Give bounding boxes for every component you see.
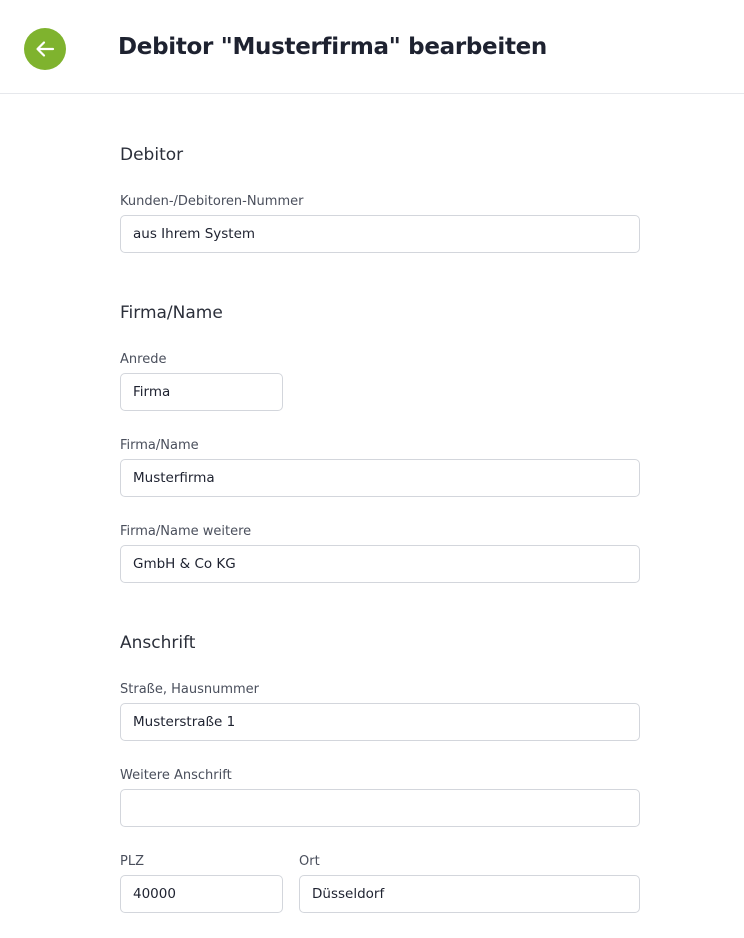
customer-number-label: Kunden-/Debitoren-Nummer: [120, 194, 304, 209]
section-title-anschrift: Anschrift: [120, 633, 196, 653]
back-button[interactable]: [24, 28, 66, 70]
plz-label: PLZ: [120, 854, 144, 869]
street-input[interactable]: [120, 703, 640, 741]
street-label: Straße, Hausnummer: [120, 682, 260, 697]
page-title: Debitor "Musterfirma" bearbeiten: [118, 34, 548, 60]
firma-name-extra-input[interactable]: [120, 545, 640, 583]
anrede-input[interactable]: [120, 373, 283, 411]
address-extra-label: Weitere Anschrift: [120, 768, 232, 783]
firma-name-label: Firma/Name: [120, 438, 199, 453]
firma-name-extra-label: Firma/Name weitere: [120, 524, 252, 539]
ort-input[interactable]: [299, 875, 640, 913]
anrede-label: Anrede: [120, 352, 167, 367]
plz-input[interactable]: [120, 875, 283, 913]
address-extra-input[interactable]: [120, 789, 640, 827]
section-title-firma: Firma/Name: [120, 303, 223, 323]
ort-label: Ort: [299, 854, 320, 869]
customer-number-input[interactable]: [120, 215, 640, 253]
arrow-left-icon: [34, 38, 56, 60]
section-title-debitor: Debitor: [120, 145, 184, 165]
page-header: [0, 0, 744, 94]
firma-name-input[interactable]: [120, 459, 640, 497]
